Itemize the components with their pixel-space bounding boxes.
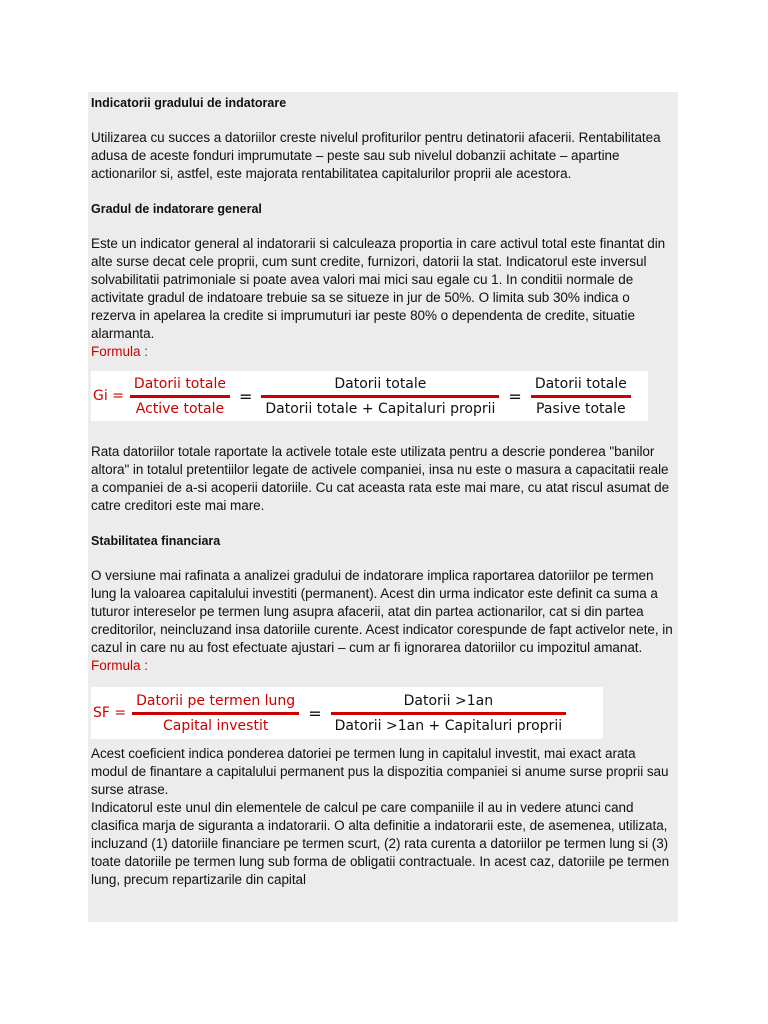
general-debt-paragraph: Este un indicator general al indatorarii si calculeaza proportia in care activul total este finantat din alte surse decat cele proprii, cum sunt credite, furnizori, datorii la stat. Indicatorul este inversul solvabilitatii patrimoniale si poate avea valori mai mici sau egale cu 1. In conditii normale de activitate gradul de indatoare trebuie sa se situeze in jur de 50%. O limita sub 30% indica o rezerva in apelarea la credite si imprumuturi iar peste 80% o dependenta de credite, situatie alarmanta. — [91, 236, 666, 341]
formula-gi — [91, 371, 648, 421]
fraction-numerator: Datorii pe termen lung — [136, 692, 296, 709]
general-debt-heading: Gradul de indatorare general — [91, 202, 262, 216]
formula-sf-fraction-1 — [132, 690, 299, 737]
document-title: Indicatorii gradului de indatorare — [91, 96, 287, 110]
indicator-paragraph: Indicatorul este unul din elementele de calcul pe care companiile il au in vedere atunci cand clasifica marja de siguranta a indatorarii. O alta definitie a indatorarii este, de asemenea, utilizata, incluzand (1) datoriile financiare pe termen scurt, (2) rata curenta a datoriilor pe termen lung si (3) toate datoriile pe termen lung sub forma de obligatii contractuale. In acest caz, datoriile pe termen lung, precum repartizarile din capital — [91, 800, 670, 887]
equals-sign: = — [308, 703, 322, 723]
financial-stability-heading: Stabilitatea financiara — [91, 534, 221, 548]
formula-label-1: Formula : — [91, 344, 149, 359]
fraction-numerator: Datorii totale — [133, 375, 226, 392]
formula-label-2: Formula : — [91, 658, 149, 673]
formula-sf-lhs: SF = — [93, 705, 127, 721]
formula-gi-lhs: Gi = — [93, 388, 124, 404]
formula-gi-fraction-1 — [130, 373, 230, 420]
debt-ratio-paragraph: Rata datoriilor totale raportate la activele totale este utilizata pentru a descrie ponderea "banilor altora" in totalul pretentiilor legate de activele companiei, insa nu este o masura a capacitatii reale a companiei de a-si acoperii datoriile. Cu cat aceasta rata este mai mare, cu atat riscul asumat de catre creditori este mai mare. — [91, 444, 670, 513]
fraction-denominator: Capital investit — [162, 717, 269, 734]
intro-paragraph: Utilizarea cu succes a datoriilor creste nivelul profiturilor pentru detinatorii afacerii. Rentabilitatea adusa de aceste fonduri imprumutate – peste sau sub nivelul dobanzii achitate – apartine actionarilor si, astfel, este majorata rentabilitatea capitalurilor proprii ale acestora. — [91, 130, 661, 181]
fraction-denominator: Active totale — [135, 400, 225, 417]
equals-sign: = — [238, 386, 253, 406]
fraction-numerator: Datorii totale — [534, 375, 627, 392]
equals-sign: = — [508, 386, 522, 406]
fraction-denominator: Datorii >1an + Capitaluri proprii — [334, 717, 563, 734]
formula-gi-fraction-2 — [261, 373, 499, 420]
formula-sf — [91, 687, 603, 739]
fraction-denominator: Pasive totale — [536, 400, 626, 417]
formula-gi-fraction-3 — [531, 373, 631, 420]
document-page — [88, 92, 678, 922]
fraction-numerator: Datorii >1an — [403, 692, 494, 709]
formula-sf-fraction-2 — [331, 690, 567, 737]
financial-stability-paragraph: O versiune mai rafinata a analizei gradului de indatorare implica raportarea datoriilor pe termen lung la valoarea capitalului investiti (permanent). Acest din urma indicator este definit ca suma a tuturor intereselor pe termen lung asupra afacerii, atat din partea actionarilor, cat si din partea creditorilor, neincluzand insa datoriile curente. Acest indicator corespunde de fapt activelor nete, in cazul in care nu au fost efectuate ajustari – cum ar fi ignorarea datoriilor cu impozitul amanat. — [91, 568, 673, 655]
fraction-numerator: Datorii totale — [334, 375, 427, 392]
document-content — [88, 92, 678, 889]
coefficient-paragraph: Acest coeficient indica ponderea datoriei pe termen lung in capitalul investit, mai exact arata modul de finantare a capitalului permanent pus la dispozitia companiei si anume surse proprii sau surse atrase. — [91, 746, 669, 797]
fraction-denominator: Datorii totale + Capitaluri proprii — [265, 400, 496, 417]
